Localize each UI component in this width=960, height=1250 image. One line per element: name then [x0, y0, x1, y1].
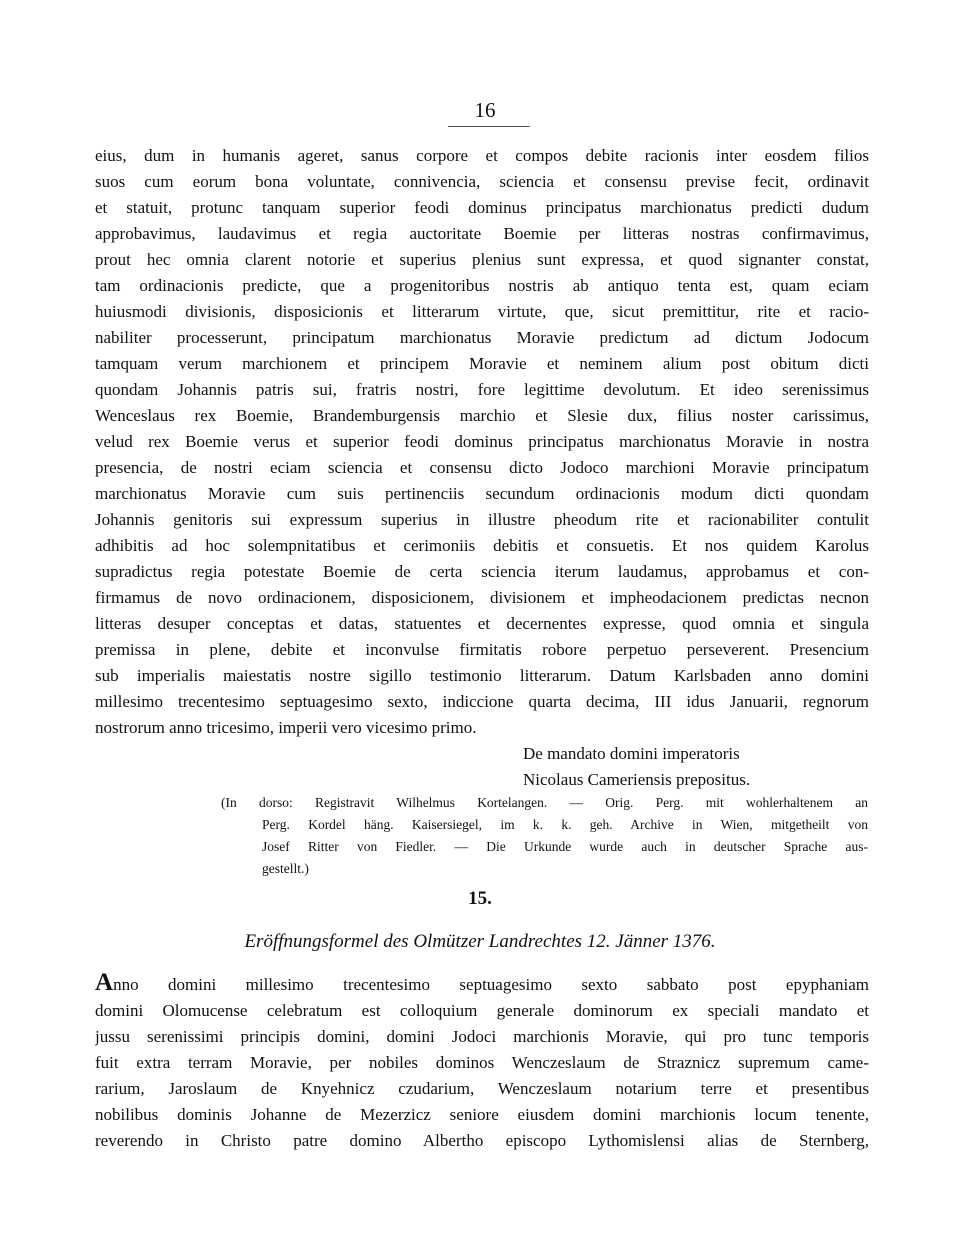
text-line: fuit extra terram Moravie, per nobiles dominos Wenczeslaum de Straznicz supremum came- [95, 1053, 869, 1072]
text-line: tamquam verum marchionem et principem Moravie et neminem alium post obitum dicti [95, 354, 869, 373]
text-line: eius, dum in humanis ageret, sanus corpore et compos debite racionis inter eosdem filios [95, 146, 869, 165]
text-line: velud rex Boemie verus et superior feodi dominus principatus marchionatus Moravie in nostra [95, 432, 869, 451]
note-line: Perg. Kordel häng. Kaisersiegel, im k. k. geh. Archive in Wien, mitgetheilt von [262, 817, 868, 832]
text-line: nabiliter processerunt, principatum marchionatus Moravie predictum ad dictum Jodocum [95, 328, 869, 347]
text-line: huiusmodi divisionis, disposicionis et litterarum virtute, que, sicut premittitur, rite et racio- [95, 302, 869, 321]
text-line [95, 972, 869, 998]
text-line: jussu serenissimi principis domini, domini Jodoci marchionis Moravie, qui pro tunc temporis [95, 1027, 869, 1046]
text-line: sub imperialis maiestatis nostre sigillo testimonio litterarum. Datum Karlsbaden anno domini [95, 666, 869, 685]
document-number: 15. [468, 888, 492, 909]
page-number: 16 [474, 98, 496, 122]
text-line: Wenceslaus rex Boemie, Brandemburgensis marchio et Slesie dux, filius noster carissimus, [95, 406, 869, 425]
text-line: domini Olomucense celebratum est colloquium generale dominorum ex speciali mandato et [95, 1001, 869, 1020]
initial-letter: A [95, 972, 114, 996]
text-line: rarium, Jaroslaum de Knyehnicz czudarium, Wenczeslaum notarium terre et presentibus [95, 1079, 869, 1098]
note-line: Josef Ritter von Fiedler. — Die Urkunde wurde auch in deutscher Sprache aus- [262, 839, 868, 854]
text-line: millesimo trecentesimo septuagesimo sexto, indiccione quarta decima, III idus Januarii, regnorum [95, 692, 869, 711]
signature-line: De mandato domini imperatoris [523, 744, 740, 763]
text-line: presencia, de nostri eciam sciencia et consensu dicto Jodoco marchioni Moravie principatum [95, 458, 869, 477]
text-line: prout hec omnia clarent notorie et superius plenius sunt expressa, et quod signanter constat, [95, 250, 869, 269]
note-line: gestellt.) [262, 861, 309, 876]
text-line: approbavimus, laudavimus et regia auctoritate Boemie per litteras nostras confirmavimus, [95, 224, 869, 243]
text-line: suos cum eorum bona voluntate, connivencia, sciencia et consensu previse fecit, ordinavit [95, 172, 869, 191]
text-line: Johannis genitoris sui expressum superius in illustre pheodum rite et racionabiliter contulit [95, 510, 869, 529]
text-line: quondam Johannis patris sui, fratris nostri, fore legittime devolutum. Et ideo serenissimus [95, 380, 869, 399]
first-line-rest: nno domini millesimo trecentesimo septuagesimo sexto sabbato post epyphaniam [113, 975, 869, 994]
text-line: firmamus de novo ordinacionem, disposicionem, divisionem et impheodacionem predictas necnon [95, 588, 869, 607]
text-line: nostrorum anno tricesimo, imperii vero vicesimo primo. [95, 718, 477, 737]
text-line: nobilibus dominis Johanne de Mezerzicz seniore eiusdem domini marchionis locum tenente, [95, 1105, 869, 1124]
text-line: et statuit, protunc tanquam superior feodi dominus principatus marchionatus predicti dudum [95, 198, 869, 217]
text-line: reverendo in Christo patre domino Albertho episcopo Lythomislensi alias de Sternberg, [95, 1131, 869, 1150]
note-line: (In dorso: Registravit Wilhelmus Kortelangen. — Orig. Perg. mit wohlerhaltenem an [221, 795, 868, 810]
text-line: supradictus regia potestate Boemie de certa sciencia iterum laudamus, approbamus et con- [95, 562, 869, 581]
header-rule [448, 126, 530, 127]
document-title: Eröffnungsformel des Olmützer Landrechtes 12. Jänner 1376. [244, 931, 716, 952]
text-line: litteras desuper conceptas et datas, statuentes et decernentes expresse, quod omnia et singula [95, 614, 869, 633]
text-line: tam ordinacionis predicte, que a progenitoribus nostris ab antiquo tenta est, quam eciam [95, 276, 869, 295]
text-line: adhibitis ad hoc solempnitatibus et cerimoniis debitis et consuetis. Et nos quidem Karolus [95, 536, 869, 555]
text-line: marchionatus Moravie cum suis pertinenciis secundum ordinacionis modum dicti quondam [95, 484, 869, 503]
signature-line: Nicolaus Cameriensis prepositus. [523, 770, 751, 789]
text-line: premissa in plene, debite et inconvulse firmitatis robore perpetuo perseverent. Presencium [95, 640, 869, 659]
